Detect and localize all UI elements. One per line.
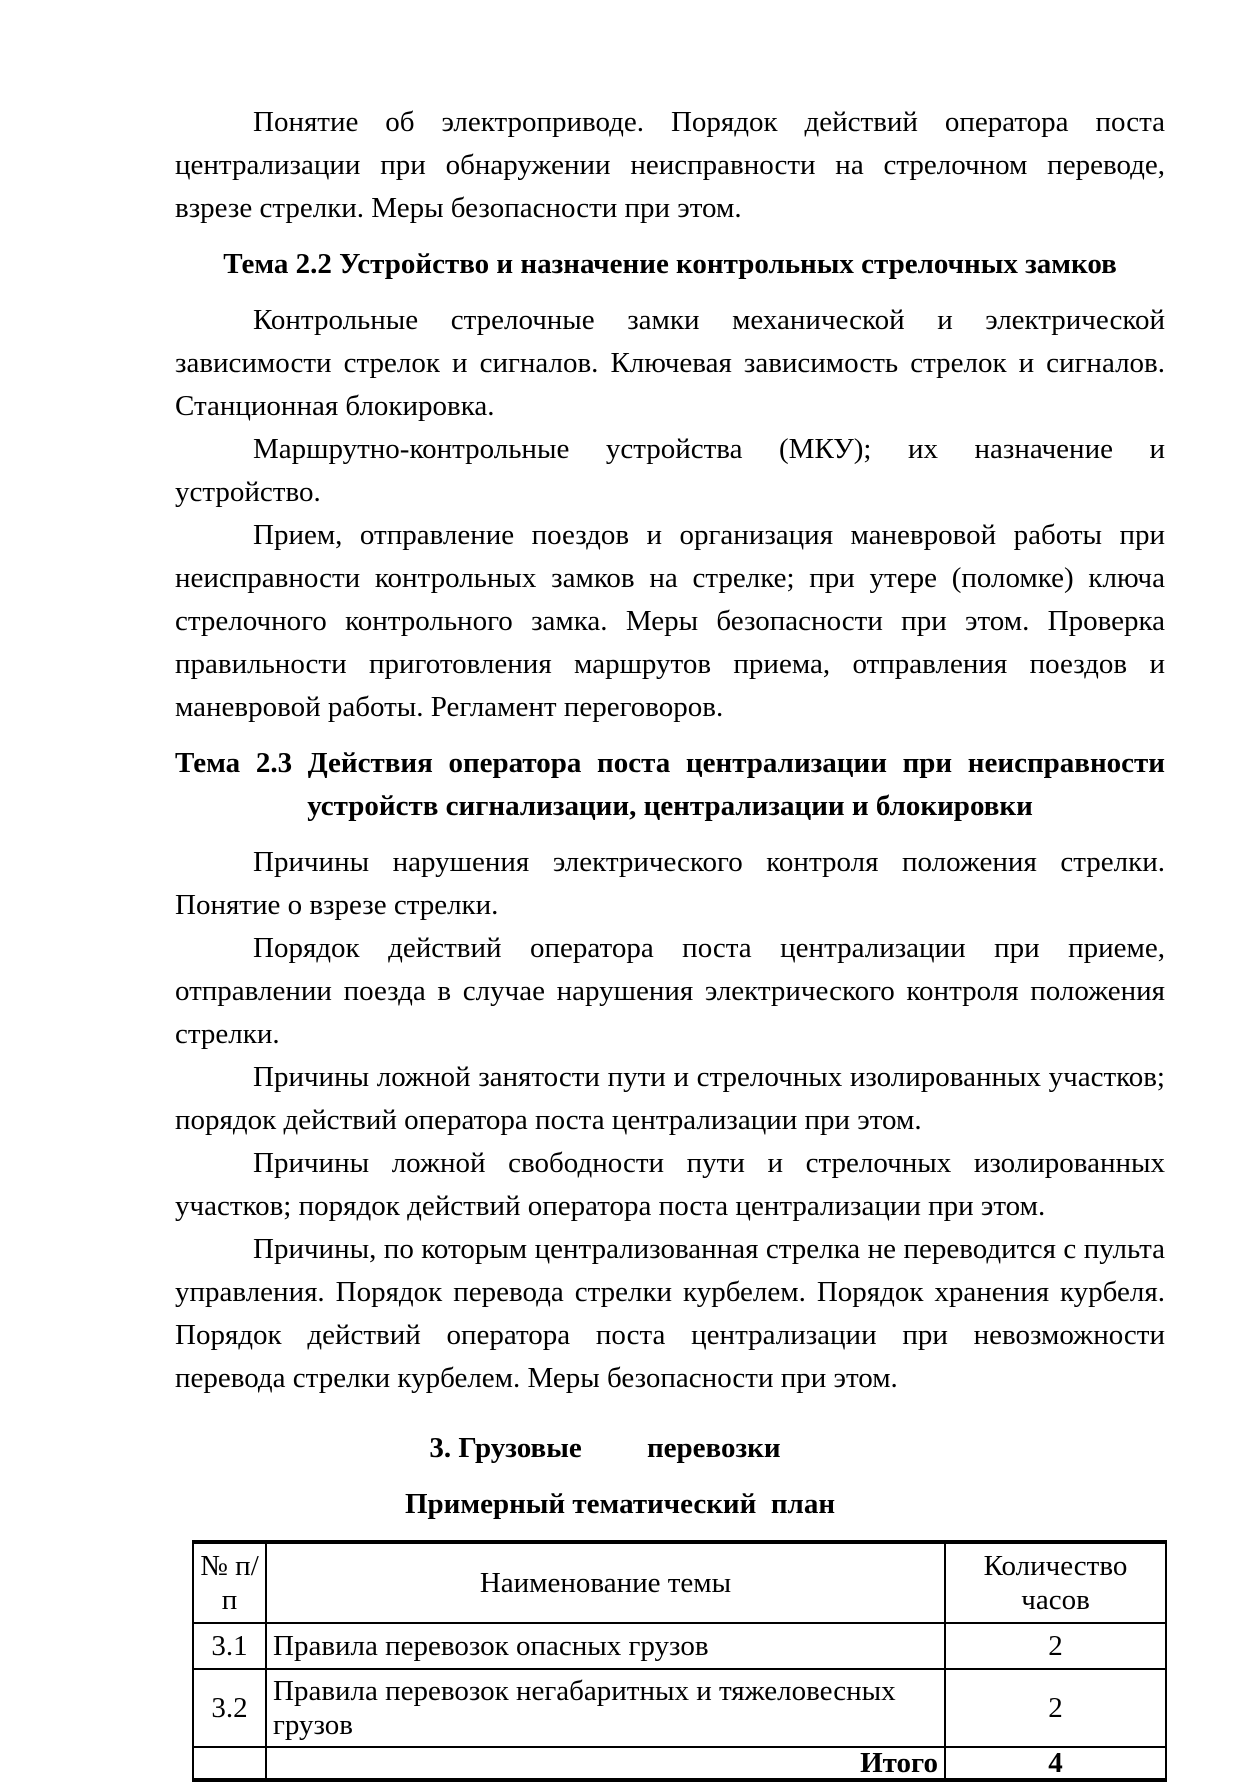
header-hours: Количество часов [945,1542,1166,1623]
row-2-num: 3.2 [193,1669,266,1747]
total-empty-cell [193,1747,266,1780]
row-2-hours: 2 [945,1669,1166,1747]
topic-2-3-paragraph-5: Причины, по которым централизованная стрелка не переводится с пульта управления. Порядок перевода стрелки курбелем. Порядок хранения курбеля. Порядок действий оператора поста централизации при невозможности перевода стрелки курбелем. Меры безопасности при этом. [175,1233,1165,1394]
header-num: № п/п [193,1542,266,1623]
row-1-hours: 2 [945,1623,1166,1669]
thematic-plan-subtitle: Примерный тематический план [404,1488,836,1520]
topic-2-3-paragraph-2: Порядок действий оператора поста централизации при приеме, отправлении поезда в случае нарушения электрического контроля положения стрелки. [175,932,1165,1050]
topic-2-3-paragraph-1: Причины нарушения электрического контроля положения стрелки. Понятие о взрезе стрелки. [175,846,1165,921]
total-hours: 4 [945,1747,1166,1780]
section-3-title: 3. Грузовые перевозки [429,1432,781,1464]
topic-2-3-paragraph-4: Причины ложной свободности пути и стрелочных изолированных участков; порядок действий оператора поста централизации при этом. [175,1147,1165,1222]
intro-paragraph: Понятие об электроприводе. Порядок действий оператора поста централизации при обнаружении неисправности на стрелочном переводе, взрезе стрелки. Меры безопасности при этом. [175,106,1165,224]
table-row [193,1669,1166,1747]
topic-2-3-title [175,742,1165,828]
table-total-row [193,1747,1166,1780]
topic-2-2-title: Тема 2.2 Устройство и назначение контрольных стрелочных замков [223,248,1117,280]
table-row [193,1623,1166,1669]
topic-2-2-paragraph-1: Контрольные стрелочные замки механической и электрической зависимости стрелок и сигналов. Ключевая зависимость стрелок и сигналов. Станционная блокировка. [175,304,1165,422]
topic-2-3-paragraph-3: Причины ложной занятости пути и стрелочных изолированных участков; порядок действий оператора поста централизации при этом. [175,1061,1165,1136]
thematic-plan-table [192,1540,1167,1782]
topic-2-3-title-line1: Тема 2.3 Действия оператора поста централизации при неисправности [175,747,1165,779]
row-2-topic: Правила перевозок негабаритных и тяжеловесных грузов [266,1669,945,1747]
topic-2-2-paragraph-3: Прием, отправление поездов и организация маневровой работы при неисправности контрольных замков на стрелке; при утере (поломке) ключа стрелочного контрольного замка. Меры безопасности при этом. Проверка правильности приготовления маршрутов приема, отправления поездов и маневровой работы. Регламент переговоров. [175,519,1165,723]
table-header-row [193,1542,1166,1623]
row-1-num: 3.1 [193,1623,266,1669]
header-topic: Наименование темы [266,1542,945,1623]
total-label: Итого [266,1747,945,1780]
topic-2-2-paragraph-2: Маршрутно-контрольные устройства (МКУ); их назначение и устройство. [175,433,1165,508]
row-1-topic: Правила перевозок опасных грузов [266,1623,945,1669]
topic-2-3-title-line2: устройств сигнализации, централизации и блокировки [307,790,1033,822]
